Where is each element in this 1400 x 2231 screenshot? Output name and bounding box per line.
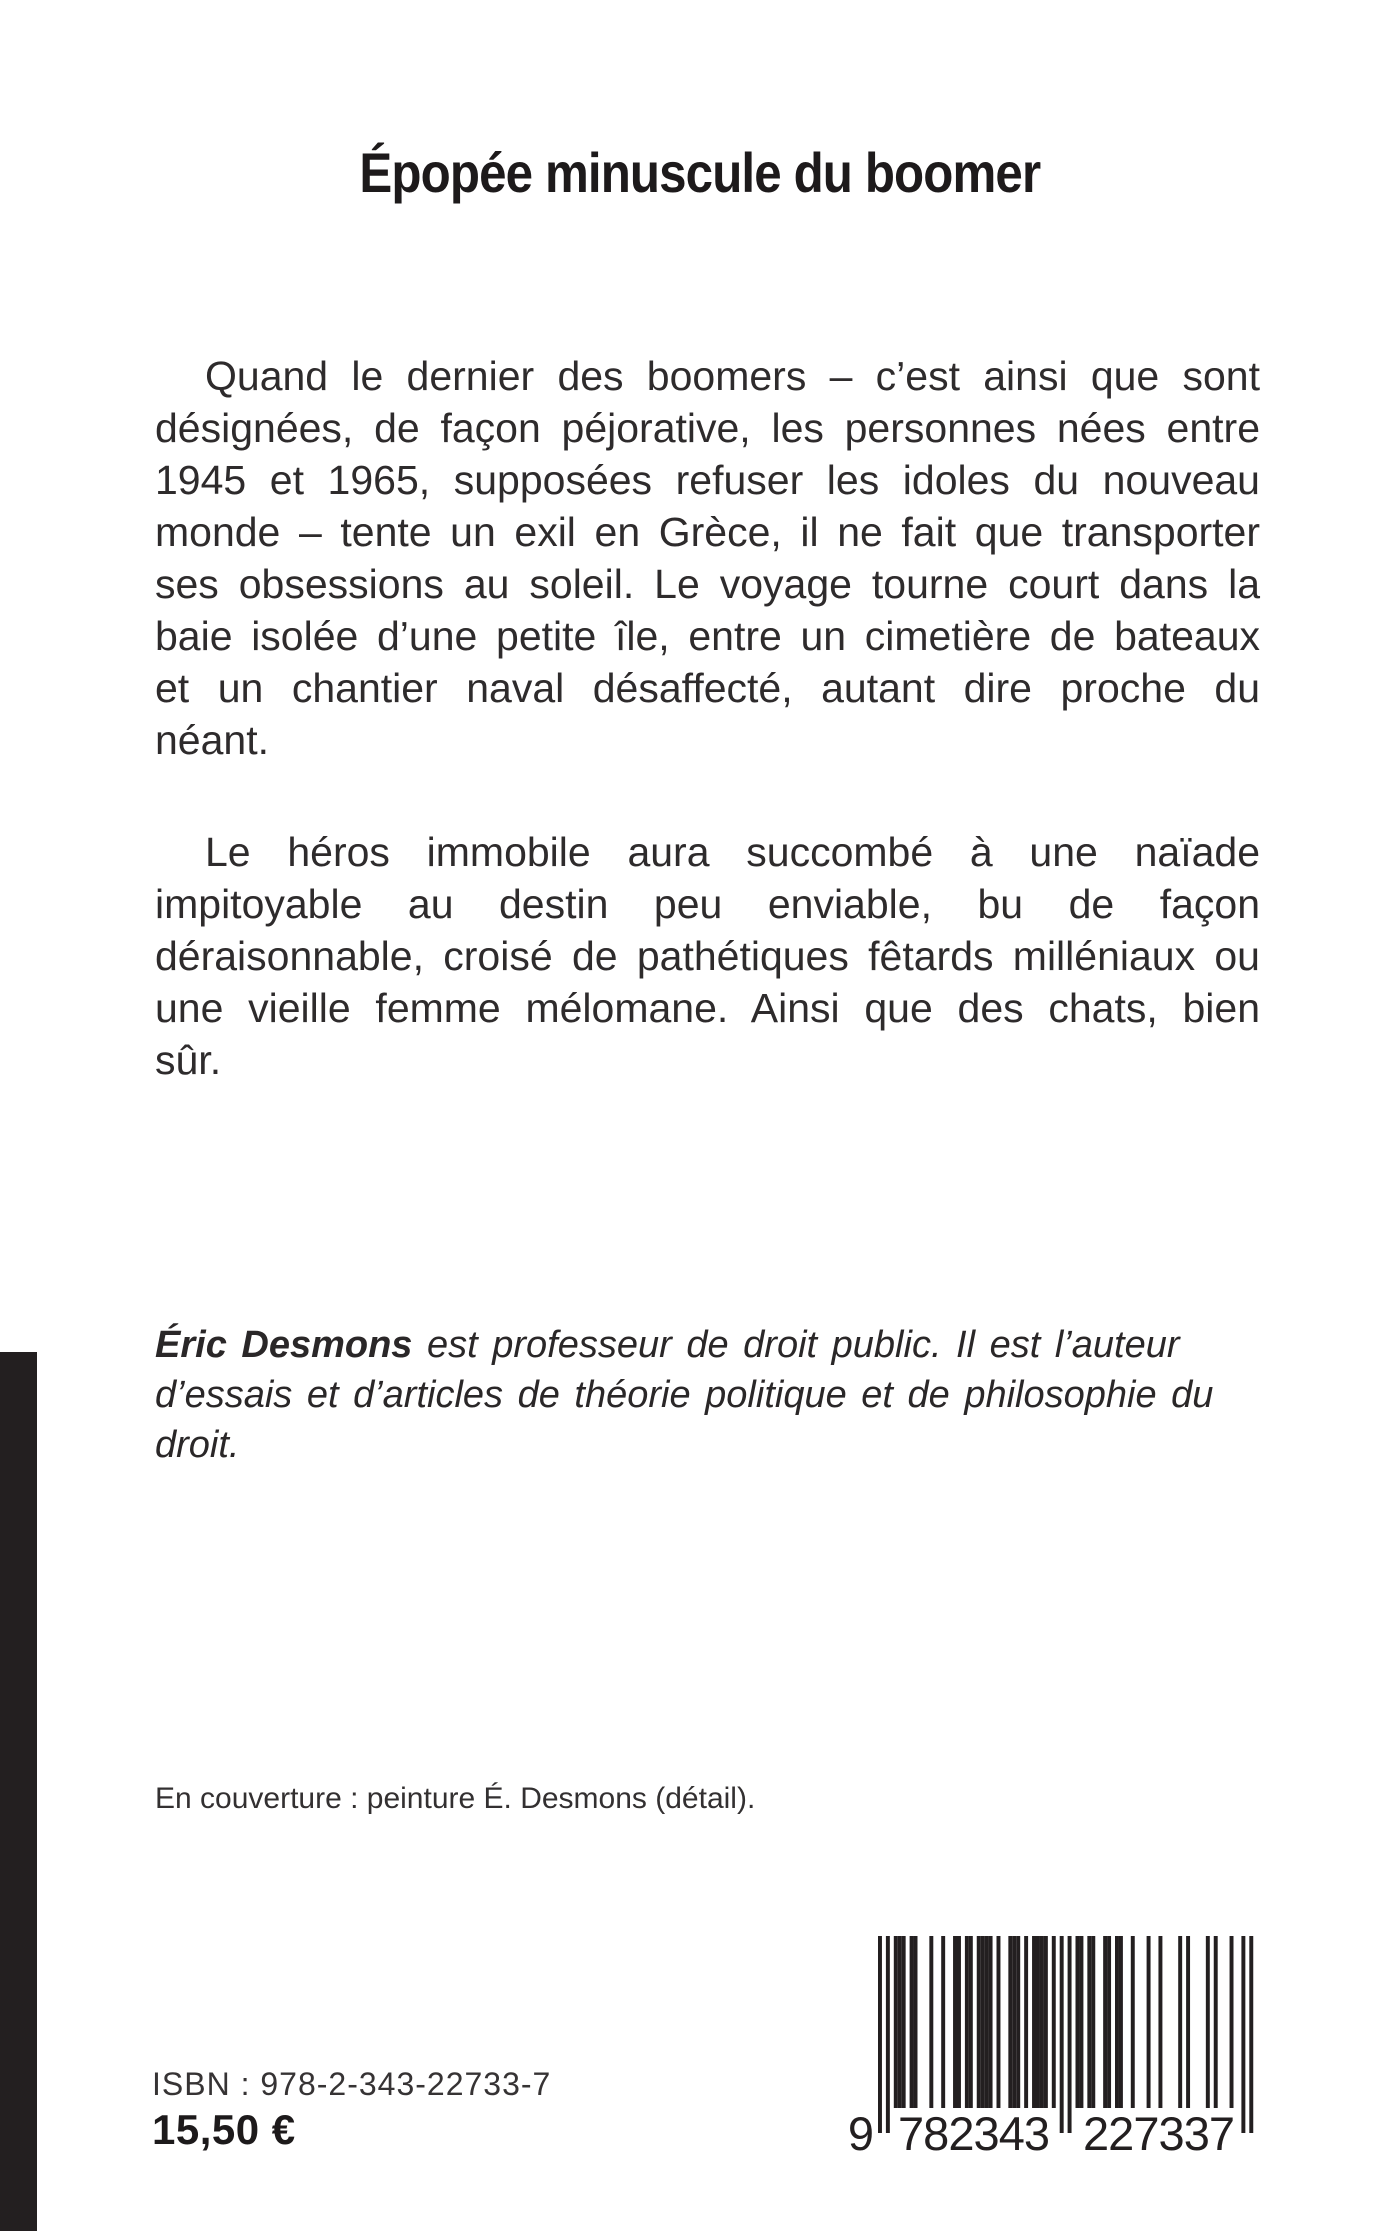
barcode-bar	[1186, 1936, 1190, 2108]
barcode-bar	[1016, 1936, 1020, 2108]
barcode-bar	[914, 1936, 918, 2108]
barcode-bar	[1052, 1936, 1056, 2108]
barcode-bar	[1241, 1936, 1245, 2133]
barcode-digits: 9	[848, 2107, 874, 2156]
barcode-bar	[1115, 1936, 1119, 2108]
barcode-bar	[1119, 1936, 1123, 2108]
spine-black-bar	[0, 1352, 37, 2231]
barcode-bar	[894, 1936, 898, 2108]
synopsis-paragraph-1: Quand le dernier des boomers – c’est ainsi que sont désignées, de façon péjorative, les personnes nées entre 1945 et 1965, supposées refuser les idoles du nouveau monde – tente un exil en Grèce, il ne fait que transporter ses obsessions au soleil. Le voyage tourne court dans la baie isolée d’une petite île, entre un cimetière de bateaux et un chantier naval désaffecté, autant dire proche du néant.	[155, 353, 1260, 763]
barcode-bar	[1079, 1936, 1083, 2108]
ean13-barcode	[848, 1936, 1258, 2156]
barcode-bar	[910, 1936, 914, 2108]
barcode-bar	[1178, 1936, 1182, 2108]
barcode-bar	[929, 1936, 933, 2108]
barcode-bar	[989, 1936, 993, 2108]
book-title	[0, 140, 1400, 206]
barcode-bar	[953, 1936, 957, 2108]
barcode-bar	[1147, 1936, 1151, 2108]
barcode-digits: 227337	[1083, 2107, 1235, 2156]
barcode-bar	[898, 1936, 902, 2108]
barcode-digits: 782343	[898, 2107, 1050, 2156]
book-title-text: Épopée minuscule du boomer	[359, 141, 1041, 204]
barcode-bar	[997, 1936, 1001, 2108]
barcode-bar	[1068, 1936, 1072, 2133]
barcode-bar	[878, 1936, 882, 2133]
barcode-bar	[957, 1936, 961, 2108]
barcode-bar	[886, 1936, 890, 2133]
barcode-bar	[1087, 1936, 1091, 2108]
barcode-bar	[1024, 1936, 1028, 2108]
price: 15,50 €	[152, 2106, 296, 2153]
author-bio-text: est professeur de droit public. Il est l’auteur d’essais et d’articles de théorie politique et de philosophie du droit.	[155, 1324, 1214, 1466]
barcode-bar	[1040, 1936, 1044, 2108]
synopsis-paragraph-2: Le héros immobile aura succombé à une naïade impitoyable au destin peu enviable, bu de façon déraisonnable, croisé de pathétiques fêtards milléniaux ou une vieille femme mélomane. Ainsi que des chats, bien sûr.	[155, 829, 1260, 1083]
barcode-bar	[1230, 1936, 1234, 2108]
barcode-bar	[1158, 1936, 1162, 2108]
barcode-bar	[985, 1936, 989, 2108]
author-name: Éric Desmons	[155, 1324, 413, 1366]
barcode-bar	[1249, 1936, 1253, 2133]
barcode-bar	[1044, 1936, 1048, 2108]
cover-credit: En couverture : peinture É. Desmons (détail).	[155, 1782, 756, 1815]
synopsis	[155, 350, 1260, 1086]
barcode-bar	[969, 1936, 973, 2108]
barcode-bar	[1036, 1936, 1040, 2108]
barcode-bar	[1107, 1936, 1111, 2108]
barcode-bar	[1131, 1936, 1135, 2108]
barcode-bar	[1214, 1936, 1218, 2108]
barcode-bar	[1206, 1936, 1210, 2108]
barcode-bar	[1091, 1936, 1095, 2108]
barcode-bar	[1012, 1936, 1016, 2108]
barcode-bar	[902, 1936, 906, 2108]
barcode-bar	[1103, 1936, 1107, 2108]
barcode-bar	[977, 1936, 981, 2108]
barcode-bar	[941, 1936, 945, 2108]
barcode-bar	[965, 1936, 969, 2108]
author-bio	[155, 1320, 1260, 1470]
barcode-bar	[1008, 1936, 1012, 2108]
barcode-bar	[1076, 1936, 1080, 2108]
barcode-bar	[1032, 1936, 1036, 2108]
barcode-bar	[981, 1936, 985, 2108]
isbn-line: ISBN : 978-2-343-22733-7	[152, 2066, 552, 2102]
barcode-bar	[1060, 1936, 1064, 2133]
